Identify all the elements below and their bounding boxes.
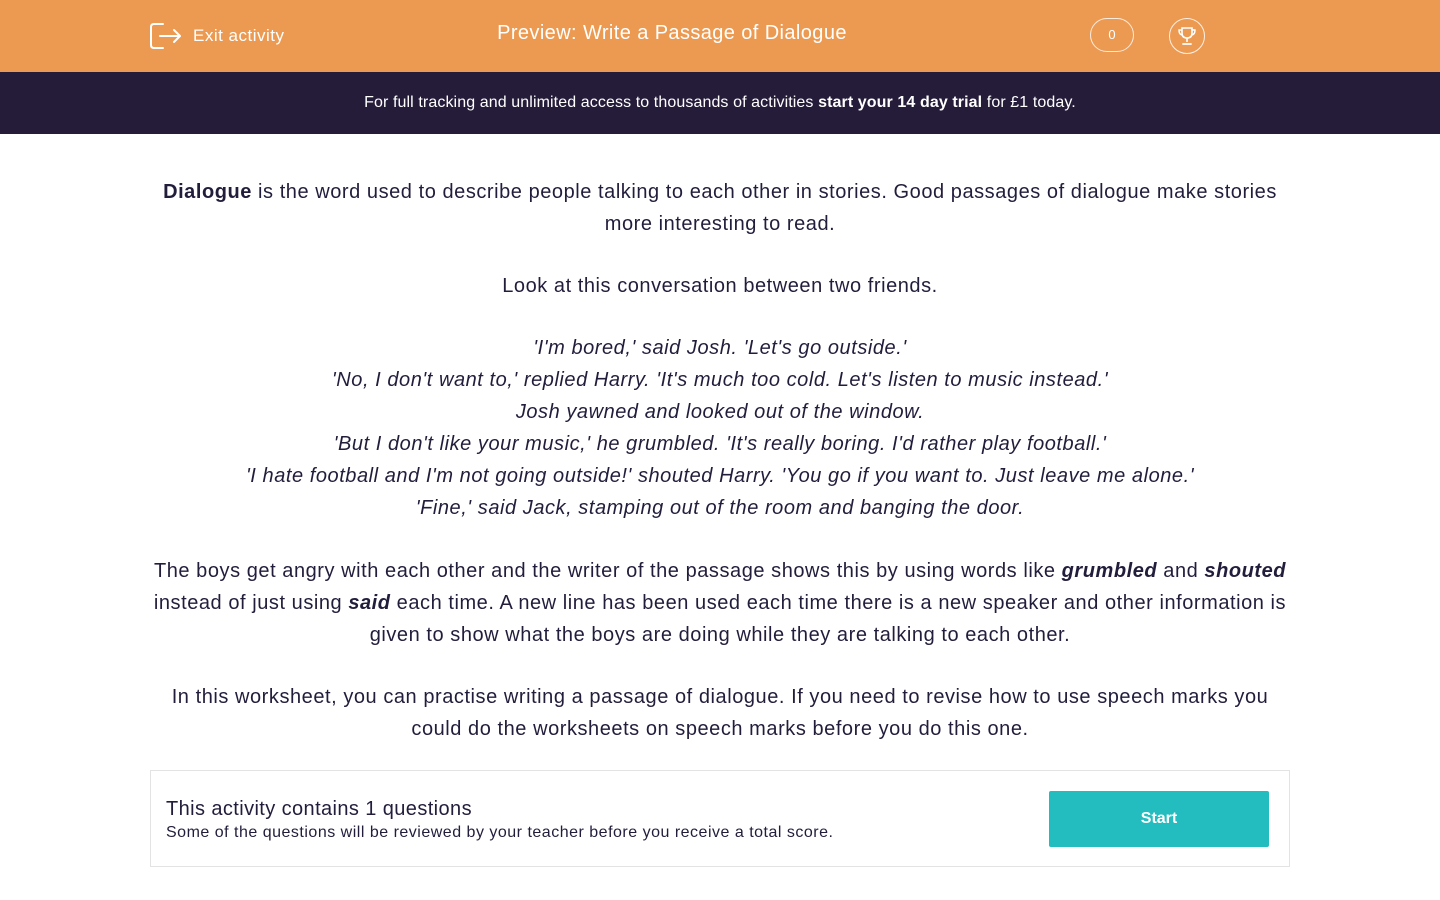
exit-activity-button[interactable]	[149, 20, 285, 52]
keyword-shouted: shouted	[1204, 560, 1287, 582]
dialogue-example	[150, 332, 1290, 524]
trial-link[interactable]: start your 14 day trial	[818, 94, 983, 111]
dialogue-line: 'Fine,' said Jack, stamping out of the room and banging the door.	[415, 497, 1025, 519]
trophy-button[interactable]	[1169, 18, 1205, 54]
intro-text: is the word used to describe people talking to each other in stories. Good passages of dialogue make stories more interesting to read.	[251, 181, 1277, 235]
dialogue-line: 'I hate football and I'm not going outside!' shouted Harry. 'You go if you want to. Just leave me alone.'	[245, 465, 1195, 487]
activity-question-count: This activity contains 1 questions	[166, 798, 472, 820]
activity-summary-card	[150, 770, 1290, 867]
exit-activity-label: Exit activity	[193, 26, 285, 45]
dialogue-line: 'But I don't like your music,' he grumbled. 'It's really boring. I'd rather play football.'	[333, 433, 1107, 455]
score-counter: 0	[1090, 18, 1134, 52]
explanation-text: instead of just using	[153, 592, 349, 614]
introduction	[150, 176, 1290, 745]
dialogue-term: Dialogue	[163, 181, 252, 203]
start-button[interactable]: Start	[1049, 791, 1269, 847]
explanation-text: each time. A new line has been used each time there is a new speaker and other information is given to show what the boys are doing while they are talking to each other.	[369, 592, 1287, 646]
trial-banner-text: For full tracking and unlimited access to thousands of activities	[364, 94, 819, 111]
dialogue-line: 'I'm bored,' said Josh. 'Let's go outside.'	[533, 337, 907, 359]
explanation-text: and	[1157, 560, 1205, 582]
activity-review-note: Some of the questions will be reviewed by your teacher before you receive a total score.	[166, 824, 834, 841]
explanation-text: The boys get angry with each other and the writer of the passage shows this by using words like	[153, 560, 1062, 582]
dialogue-line: Josh yawned and looked out of the window.	[515, 401, 925, 423]
trophy-icon	[1176, 25, 1198, 47]
dialogue-line: 'No, I don't want to,' replied Harry. 'It's much too cold. Let's listen to music instead.'	[331, 369, 1109, 391]
page-title: Preview: Write a Passage of Dialogue	[497, 22, 847, 44]
intro-paragraph	[150, 176, 1290, 240]
conversation-lead: Look at this conversation between two friends.	[502, 275, 938, 297]
keyword-said: said	[348, 592, 391, 614]
trial-banner	[0, 72, 1440, 134]
closing-paragraph: In this worksheet, you can practise writing a passage of dialogue. If you need to revise how to use speech marks you could do the worksheets on speech marks before you do this one.	[171, 686, 1269, 740]
explanation-paragraph	[150, 555, 1290, 651]
exit-icon	[149, 21, 183, 51]
trial-banner-text-end: for £1 today.	[982, 94, 1076, 111]
keyword-grumbled: grumbled	[1061, 560, 1158, 582]
top-bar	[0, 0, 1440, 72]
